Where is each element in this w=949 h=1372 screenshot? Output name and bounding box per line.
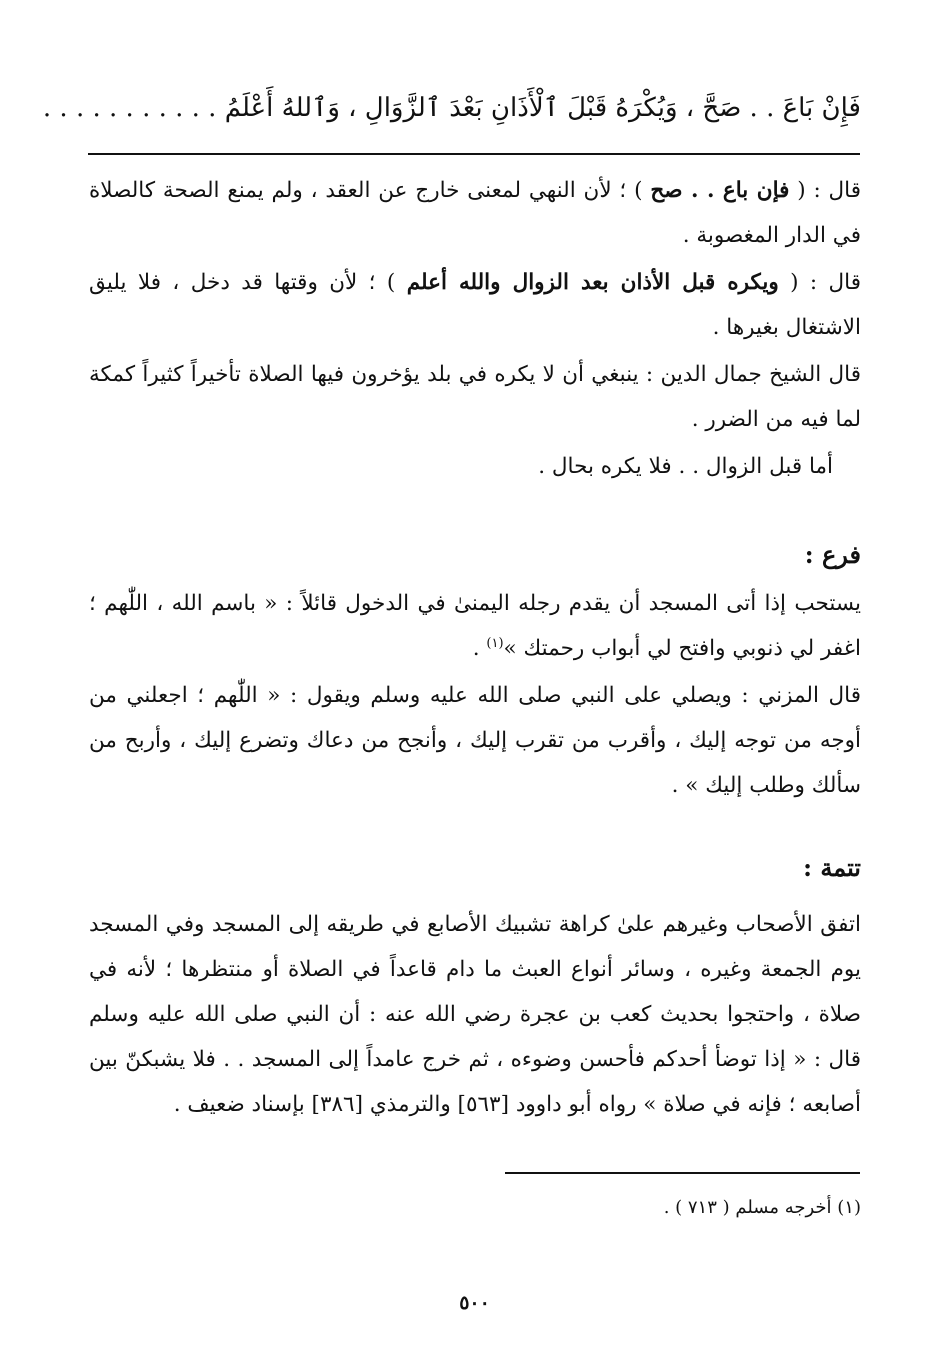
far-paragraph-2: قال المزني : ويصلي على النبي صلى الله عليه وسلم ويقول : « اللّٰهم ؛ اجعلني من أوجه من توجه إليك ، وأقرب من تقرب إليك ، وأنجح من دعاك وتضرع إليك ، وأربح من سألك وطلب إليك » . [89, 683, 861, 798]
page-number: ٥٠٠ [459, 1292, 490, 1314]
footnote-divider [505, 1172, 860, 1174]
far-text-end: . [472, 636, 487, 661]
commentary-section [89, 168, 861, 489]
footnote: (١) أخرجه مسلم ( ٧١٣ ) . [663, 1197, 861, 1218]
far-paragraph-1 [89, 581, 861, 671]
commentary-paragraph-1 [89, 168, 861, 258]
far-section [89, 535, 861, 808]
tatimma-section [89, 848, 861, 1127]
commentary-paragraph-3: قال الشيخ جمال الدين : ينبغي أن لا يكره في بلد يؤخرون فيها الصلاة تأخيراً كثيراً كمكة لما فيه من الضرر . [89, 362, 861, 432]
far-text: يستحب إذا أتى المسجد أن يقدم رجله اليمنىٰ في الدخول قائلاً : « باسم الله ، اللّٰهم ؛ اغفر لي ذنوبي وافتح لي أبواب رحمتك » [89, 591, 861, 661]
footnote-marker: (١) [486, 635, 504, 651]
commentary-paragraph-2 [89, 260, 861, 350]
commentary-paragraph-4: أما قبل الزوال . . فلا يكره بحال . [538, 454, 833, 479]
quote-open: قال : ( [789, 178, 862, 203]
quote-open: قال : ( [778, 270, 862, 295]
tatimma-heading: تتمة : [803, 853, 861, 882]
matn-quote: فإن باع . . صح [650, 178, 790, 203]
header-divider [88, 153, 860, 155]
matn-line: فَإِنْ بَاعَ . . صَحَّ ، وَيُكْرَهُ قَبْلَ ٱلْأَذَانِ بَعْدَ ٱلزَّوَالِ ، وَٱللهُ أَعْلَمُ . . . . . . . . . . . [42, 93, 861, 123]
commentary-text: ) ؛ لأن وقتها قد دخل ، فلا يليق الاشتغال بغيرها . [89, 270, 861, 340]
commentary-text: ) ؛ لأن النهي لمعنى خارج عن العقد ، ولم يمنع الصحة كالصلاة في الدار المغصوبة . [89, 178, 861, 248]
tatimma-paragraph: اتفق الأصحاب وغيرهم علىٰ كراهة تشبيك الأصابع في طريقه إلى المسجد وفي المسجد يوم الجمعة وغيره ، وسائر أنواع العبث ما دام قاعداً في الصلاة أو منتظرها ؛ لأنه في صلاة ، واحتجوا بحديث كعب بن عجرة رضي الله عنه : أن النبي صلى الله عليه وسلم قال : « إذا توضأ أحدكم فأحسن وضوءه ، ثم خرج عامداً إلى المسجد . . فلا يشبكنّ بين أصابعه ؛ فإنه في صلاة » رواه أبو داوود [٥٦٣] والترمذي [٣٨٦] بإسناد ضعيف . [89, 912, 861, 1117]
matn-quote: ويكره قبل الأذان بعد الزوال والله أعلم [406, 270, 779, 295]
far-heading: فرع : [804, 540, 861, 569]
